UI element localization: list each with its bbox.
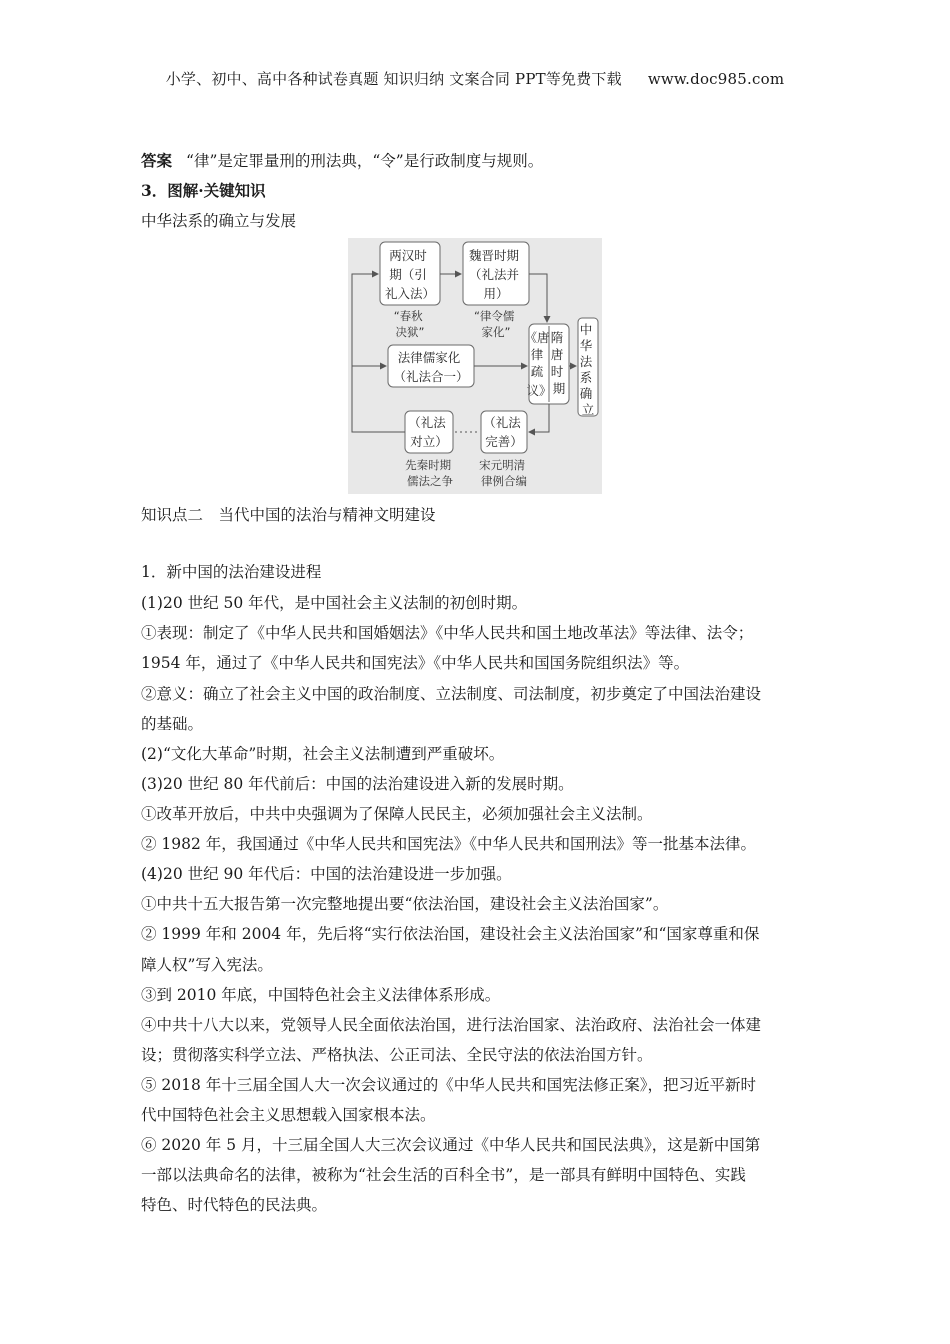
body-line: (4)20 世纪 90 年代后：中国的法治建设进一步加强。 [141, 865, 512, 883]
page-header [0, 68, 950, 89]
body-line: (3)20 世纪 80 年代前后：中国的法治建设进入新的发展时期。 [141, 775, 574, 793]
body-line: ② 1999 年和 2004 年，先后将“实行依法治国，建设社会主义法治国家”和“国家尊重和保 [141, 925, 760, 943]
legal-system-diagram [348, 238, 602, 494]
body-line: 1954 年，通过了《中华人民共和国宪法》《中华人民共和国国务院组织法》等。 [141, 654, 690, 672]
answer-text: “律”是定罪量刑的刑法典，“令”是行政制度与规则。 [186, 152, 544, 170]
caption-song: 宋元明清 律例合编 [479, 458, 527, 488]
body-line: (2)“文化大革命”时期，社会主义法制遭到严重破坏。 [141, 745, 505, 763]
body-line: ③到 2010 年底，中国特色社会主义法律体系形成。 [141, 986, 501, 1004]
kp2-title: 知识点二 当代中国的法治与精神文明建设 [141, 506, 436, 524]
answer-label: 答案 [141, 151, 173, 170]
box-wei-label: 魏晋时期 （礼法并 用） [469, 248, 520, 301]
section3-heading: 3．图解·关键知识 [141, 181, 266, 200]
body-line: 代中国特色社会主义思想载入国家根本法。 [141, 1106, 436, 1124]
body-line: 一部以法典命名的法律，被称为“社会生活的百科全书”，是一部具有鲜明中国特色、实践 [141, 1166, 746, 1184]
body-line: 障人权”写入宪法。 [141, 956, 273, 974]
body-line: ①改革开放后，中共中央强调为了保障人民民主，必须加强社会主义法制。 [141, 805, 653, 823]
body-line: ④中共十八大以来，党领导人民全面依法治国，进行法治国家、法治政府、法治社会一体建 [141, 1016, 762, 1034]
box-duili-label: （礼法 对立） [408, 415, 448, 449]
body-line: 1．新中国的法治建设进程 [141, 563, 322, 581]
box-han-label: 两汉时 期（引 礼入法） [384, 248, 436, 301]
body-line: ①中共十五大报告第一次完整地提出要“依法治国，建设社会主义法治国家”。 [141, 895, 669, 913]
body-line: 的基础。 [141, 715, 204, 733]
body-line: ①表现：制定了《中华人民共和国婚姻法》《中华人民共和国土地改革法》等法律、法令； [141, 624, 754, 642]
section3-subtitle: 中华法系的确立与发展 [141, 212, 297, 230]
box-sui-right-label: 隋 唐 时 期 [550, 330, 566, 396]
body-line: 特色、时代特色的民法典。 [141, 1196, 328, 1214]
body-line: ⑥ 2020 年 5 月，十三届全国人大三次会议通过《中华人民共和国民法典》，这是新中国第 [141, 1136, 761, 1154]
box-ruhua-label: 法律儒家化 （礼法合一） [393, 350, 469, 384]
box-final-label: 中 华 法 系 确 立 [579, 322, 595, 417]
body-line: ② 1982 年，我国通过《中华人民共和国宪法》《中华人民共和国刑法》等一批基本法律。 [141, 835, 757, 853]
body-line: ②意义：确立了社会主义中国的政治制度、立法制度、司法制度，初步奠定了中国法治建设 [141, 685, 762, 703]
caption-qin: 先秦时期 儒法之争 [405, 458, 453, 488]
answer-line [141, 150, 821, 172]
box-sui-left-label: 《唐 律 疏 议》 [524, 330, 552, 398]
header-text: 小学、初中、高中各种试卷真题 知识归纳 文案合同 PPT等免费下载 [165, 70, 622, 88]
caption-han: “春秋 决狱” [393, 309, 425, 339]
body-line: 设；贯彻落实科学立法、严格执法、公正司法、全民守法的依法治国方针。 [141, 1046, 653, 1064]
body-line: ⑤ 2018 年十三届全国人大一次会议通过的《中华人民共和国宪法修正案》，把习近平新时 [141, 1076, 757, 1094]
body-line: (1)20 世纪 50 年代，是中国社会主义法制的初创时期。 [141, 594, 528, 612]
caption-wei: “律令儒 家化” [473, 309, 515, 339]
box-wanshan-label: （礼法 完善） [483, 415, 523, 449]
header-url[interactable]: www.doc985.com [647, 70, 785, 88]
